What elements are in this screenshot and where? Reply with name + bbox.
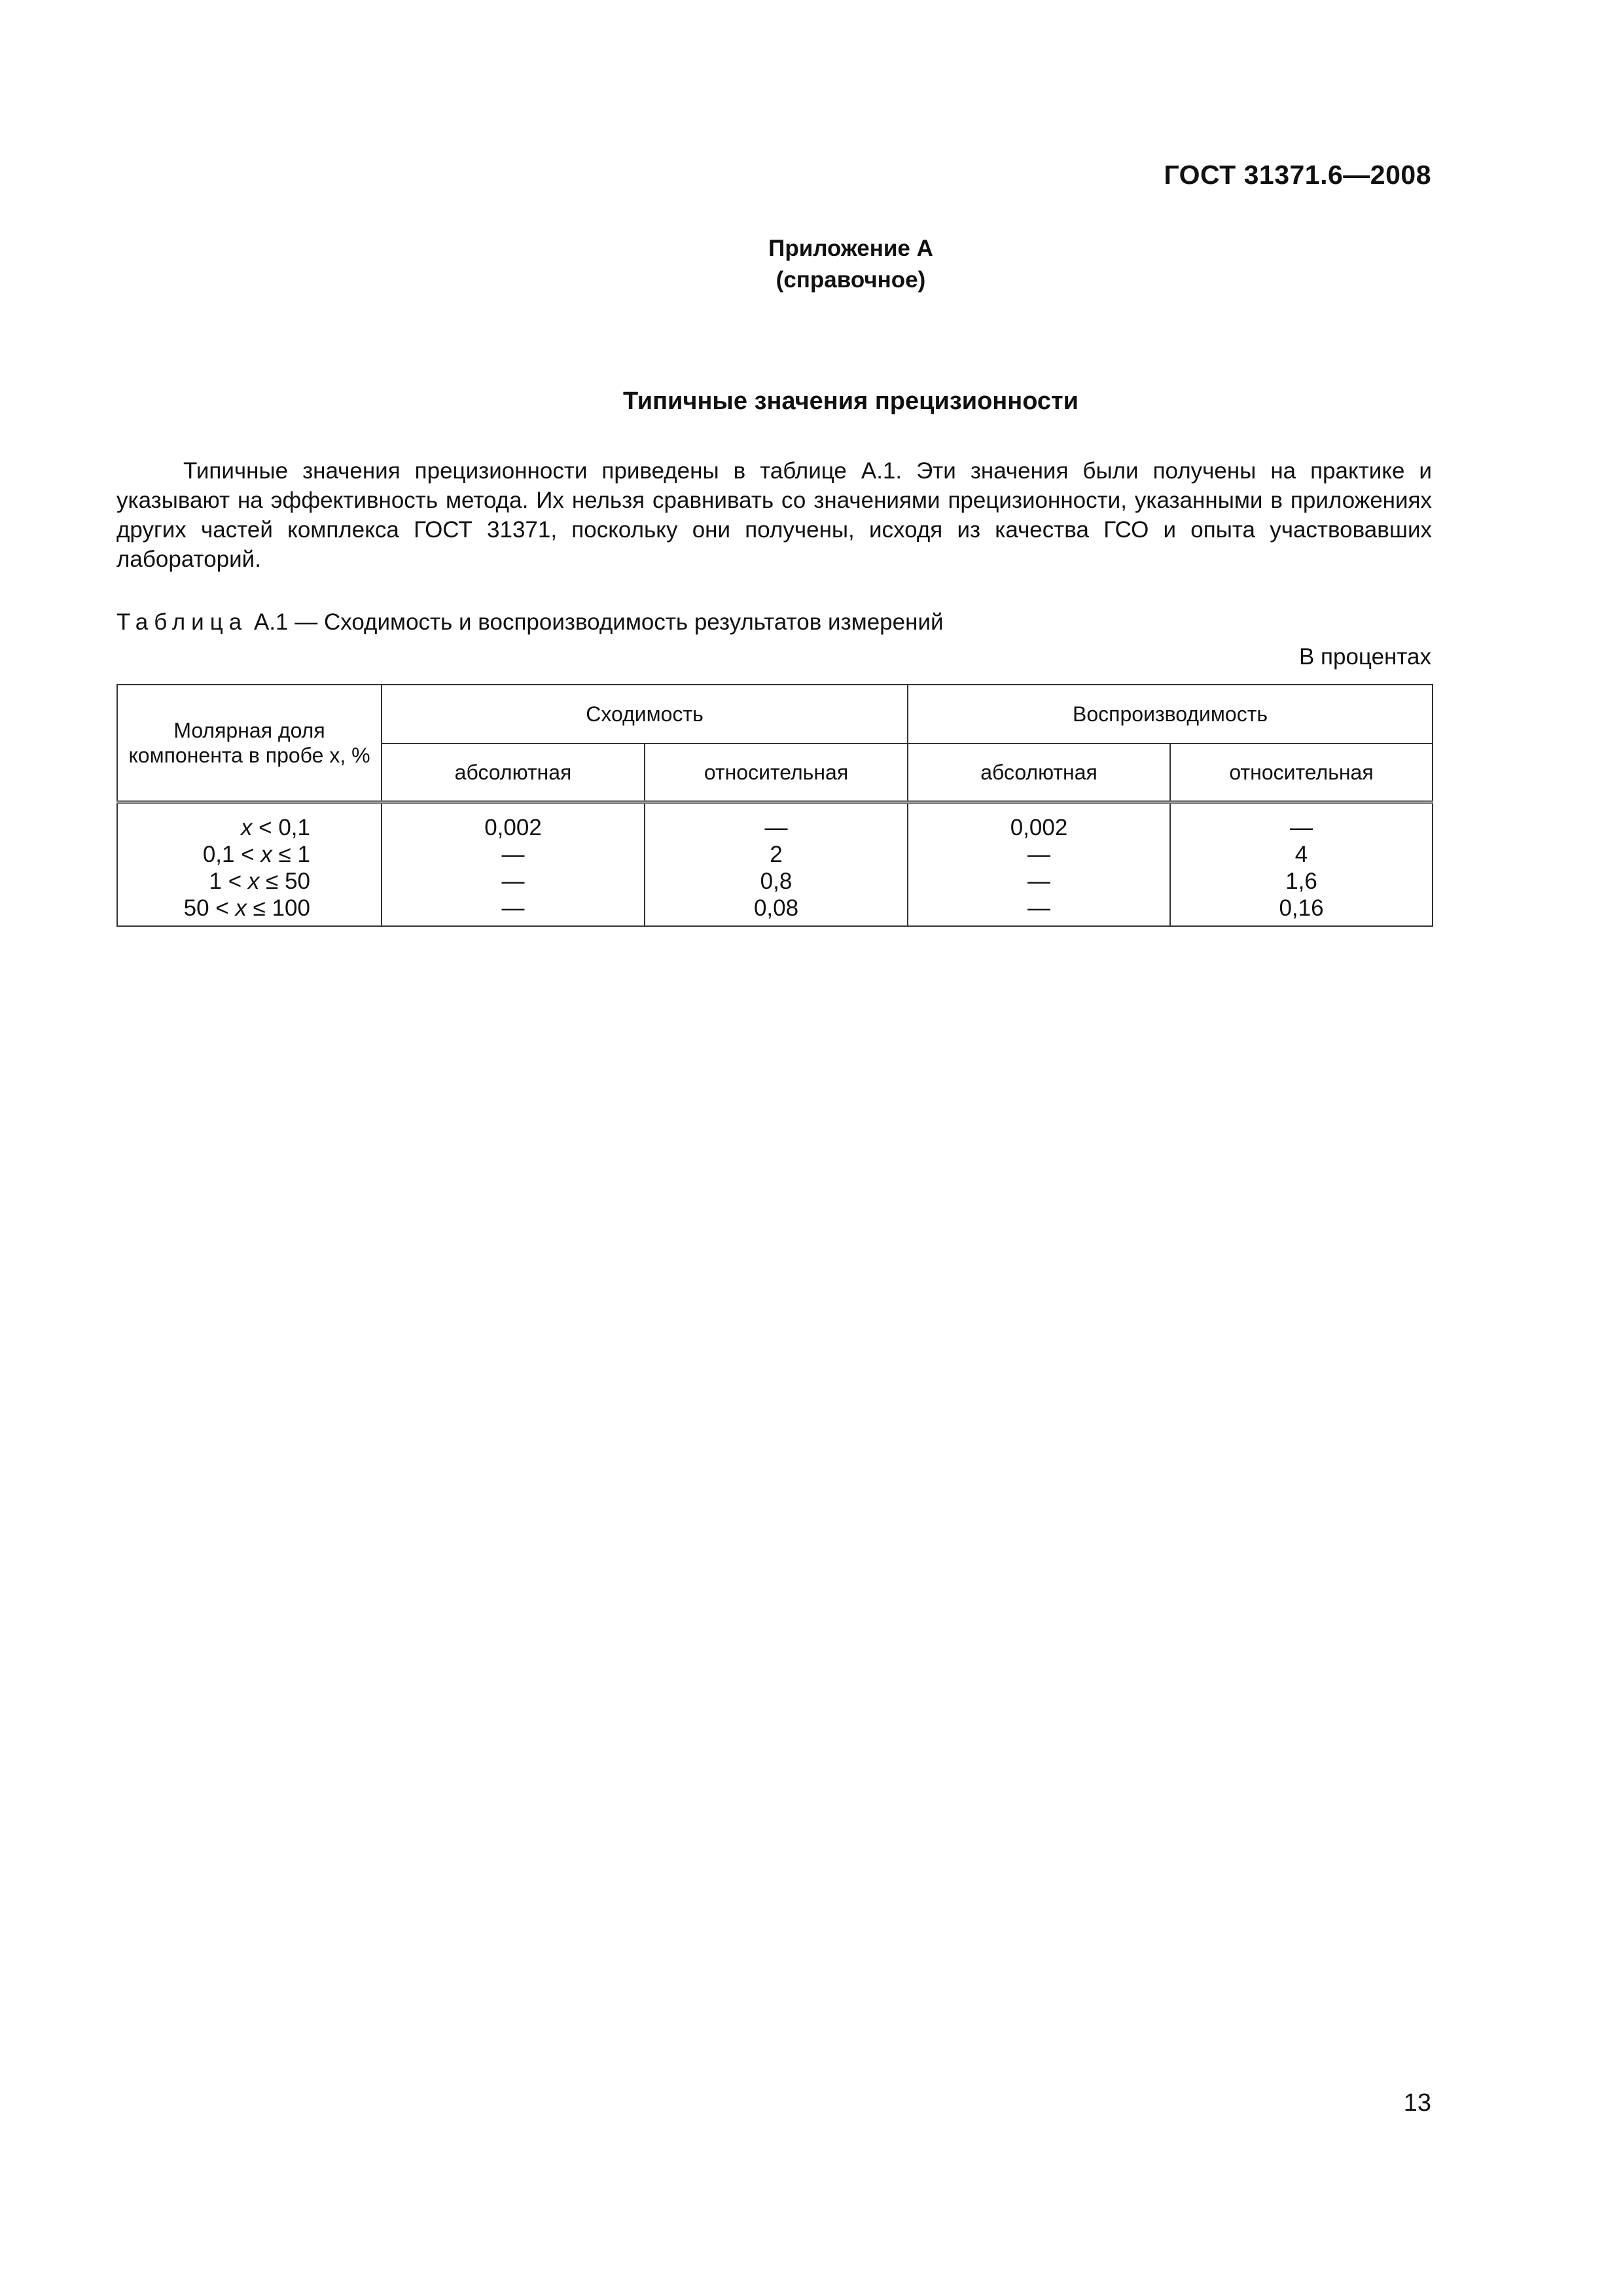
range-suffix: ≤ 1 — [272, 842, 310, 867]
reproducibility-relative-cell: 1,6 — [1170, 868, 1433, 895]
repeatability-absolute-cell: 0,002 — [382, 802, 645, 842]
range-variable: x — [240, 815, 253, 840]
table-caption — [116, 609, 944, 636]
header-reproducibility-relative: относительная — [1170, 744, 1433, 802]
range-prefix: 50 < — [183, 895, 236, 921]
range-cell — [117, 868, 382, 895]
header-molar-fraction: Молярная доля компонента в пробе x, % — [117, 685, 382, 802]
appendix-type: (справочное) — [776, 267, 926, 293]
reproducibility-absolute-cell: 0,002 — [908, 802, 1170, 842]
section-title-text: Типичные значения прецизионности — [622, 387, 1079, 415]
section-title — [0, 387, 1623, 416]
repeatability-absolute-cell: — — [382, 895, 645, 926]
reproducibility-absolute-cell: — — [908, 895, 1170, 926]
range-prefix: 0,1 < — [202, 842, 261, 867]
appendix-heading — [0, 233, 1623, 296]
range-variable: x — [247, 869, 260, 894]
header-repeatability-absolute: абсолютная — [382, 744, 645, 802]
table-row — [117, 841, 1433, 868]
body-paragraph: Типичные значения прецизионности приведены в таблице А.1. Эти значения были получены на практике и указывают на эффективность метода. Их нельзя сравнивать со значениями прецизионности, указанными в приложениях других частей комплекса ГОСТ 31371, поскольку они получены, исходя из качества ГСО и опыта участвовавших лабораторий. — [116, 458, 1432, 572]
table-units: В процентах — [1298, 644, 1431, 670]
header-repeatability-relative: относительная — [645, 744, 908, 802]
table-row — [117, 895, 1433, 926]
page-number: 13 — [1403, 2089, 1431, 2117]
repeatability-absolute-cell: — — [382, 868, 645, 895]
appendix-title: Приложение А — [768, 236, 933, 261]
range-cell — [117, 802, 382, 842]
reproducibility-relative-cell: 4 — [1170, 841, 1433, 868]
range-variable: x — [260, 842, 272, 867]
range-suffix: ≤ 50 — [259, 869, 310, 894]
repeatability-relative-cell: — — [645, 802, 908, 842]
repeatability-relative-cell: 0,08 — [645, 895, 908, 926]
range-suffix: < 0,1 — [252, 815, 310, 840]
range-cell — [117, 895, 382, 926]
range-prefix: 1 < — [209, 869, 248, 894]
header-reproducibility-absolute: абсолютная — [908, 744, 1170, 802]
table-row — [117, 868, 1433, 895]
reproducibility-relative-cell: — — [1170, 802, 1433, 842]
table-caption-label: Таблица — [116, 609, 248, 635]
table-row — [117, 802, 1433, 842]
repeatability-relative-cell: 2 — [645, 841, 908, 868]
repeatability-absolute-cell: — — [382, 841, 645, 868]
table-caption-text: А.1 — Сходимость и воспроизводимость результатов измерений — [253, 609, 944, 635]
reproducibility-absolute-cell: — — [908, 868, 1170, 895]
repeatability-relative-cell: 0,8 — [645, 868, 908, 895]
range-variable: x — [235, 895, 247, 921]
document-number: ГОСТ 31371.6—2008 — [1164, 160, 1431, 190]
reproducibility-absolute-cell: — — [908, 841, 1170, 868]
header-reproducibility: Воспроизводимость — [908, 685, 1433, 744]
reproducibility-relative-cell: 0,16 — [1170, 895, 1433, 926]
range-cell — [117, 841, 382, 868]
range-suffix: ≤ 100 — [246, 895, 310, 921]
precision-table — [116, 684, 1433, 927]
header-repeatability: Сходимость — [382, 685, 908, 744]
